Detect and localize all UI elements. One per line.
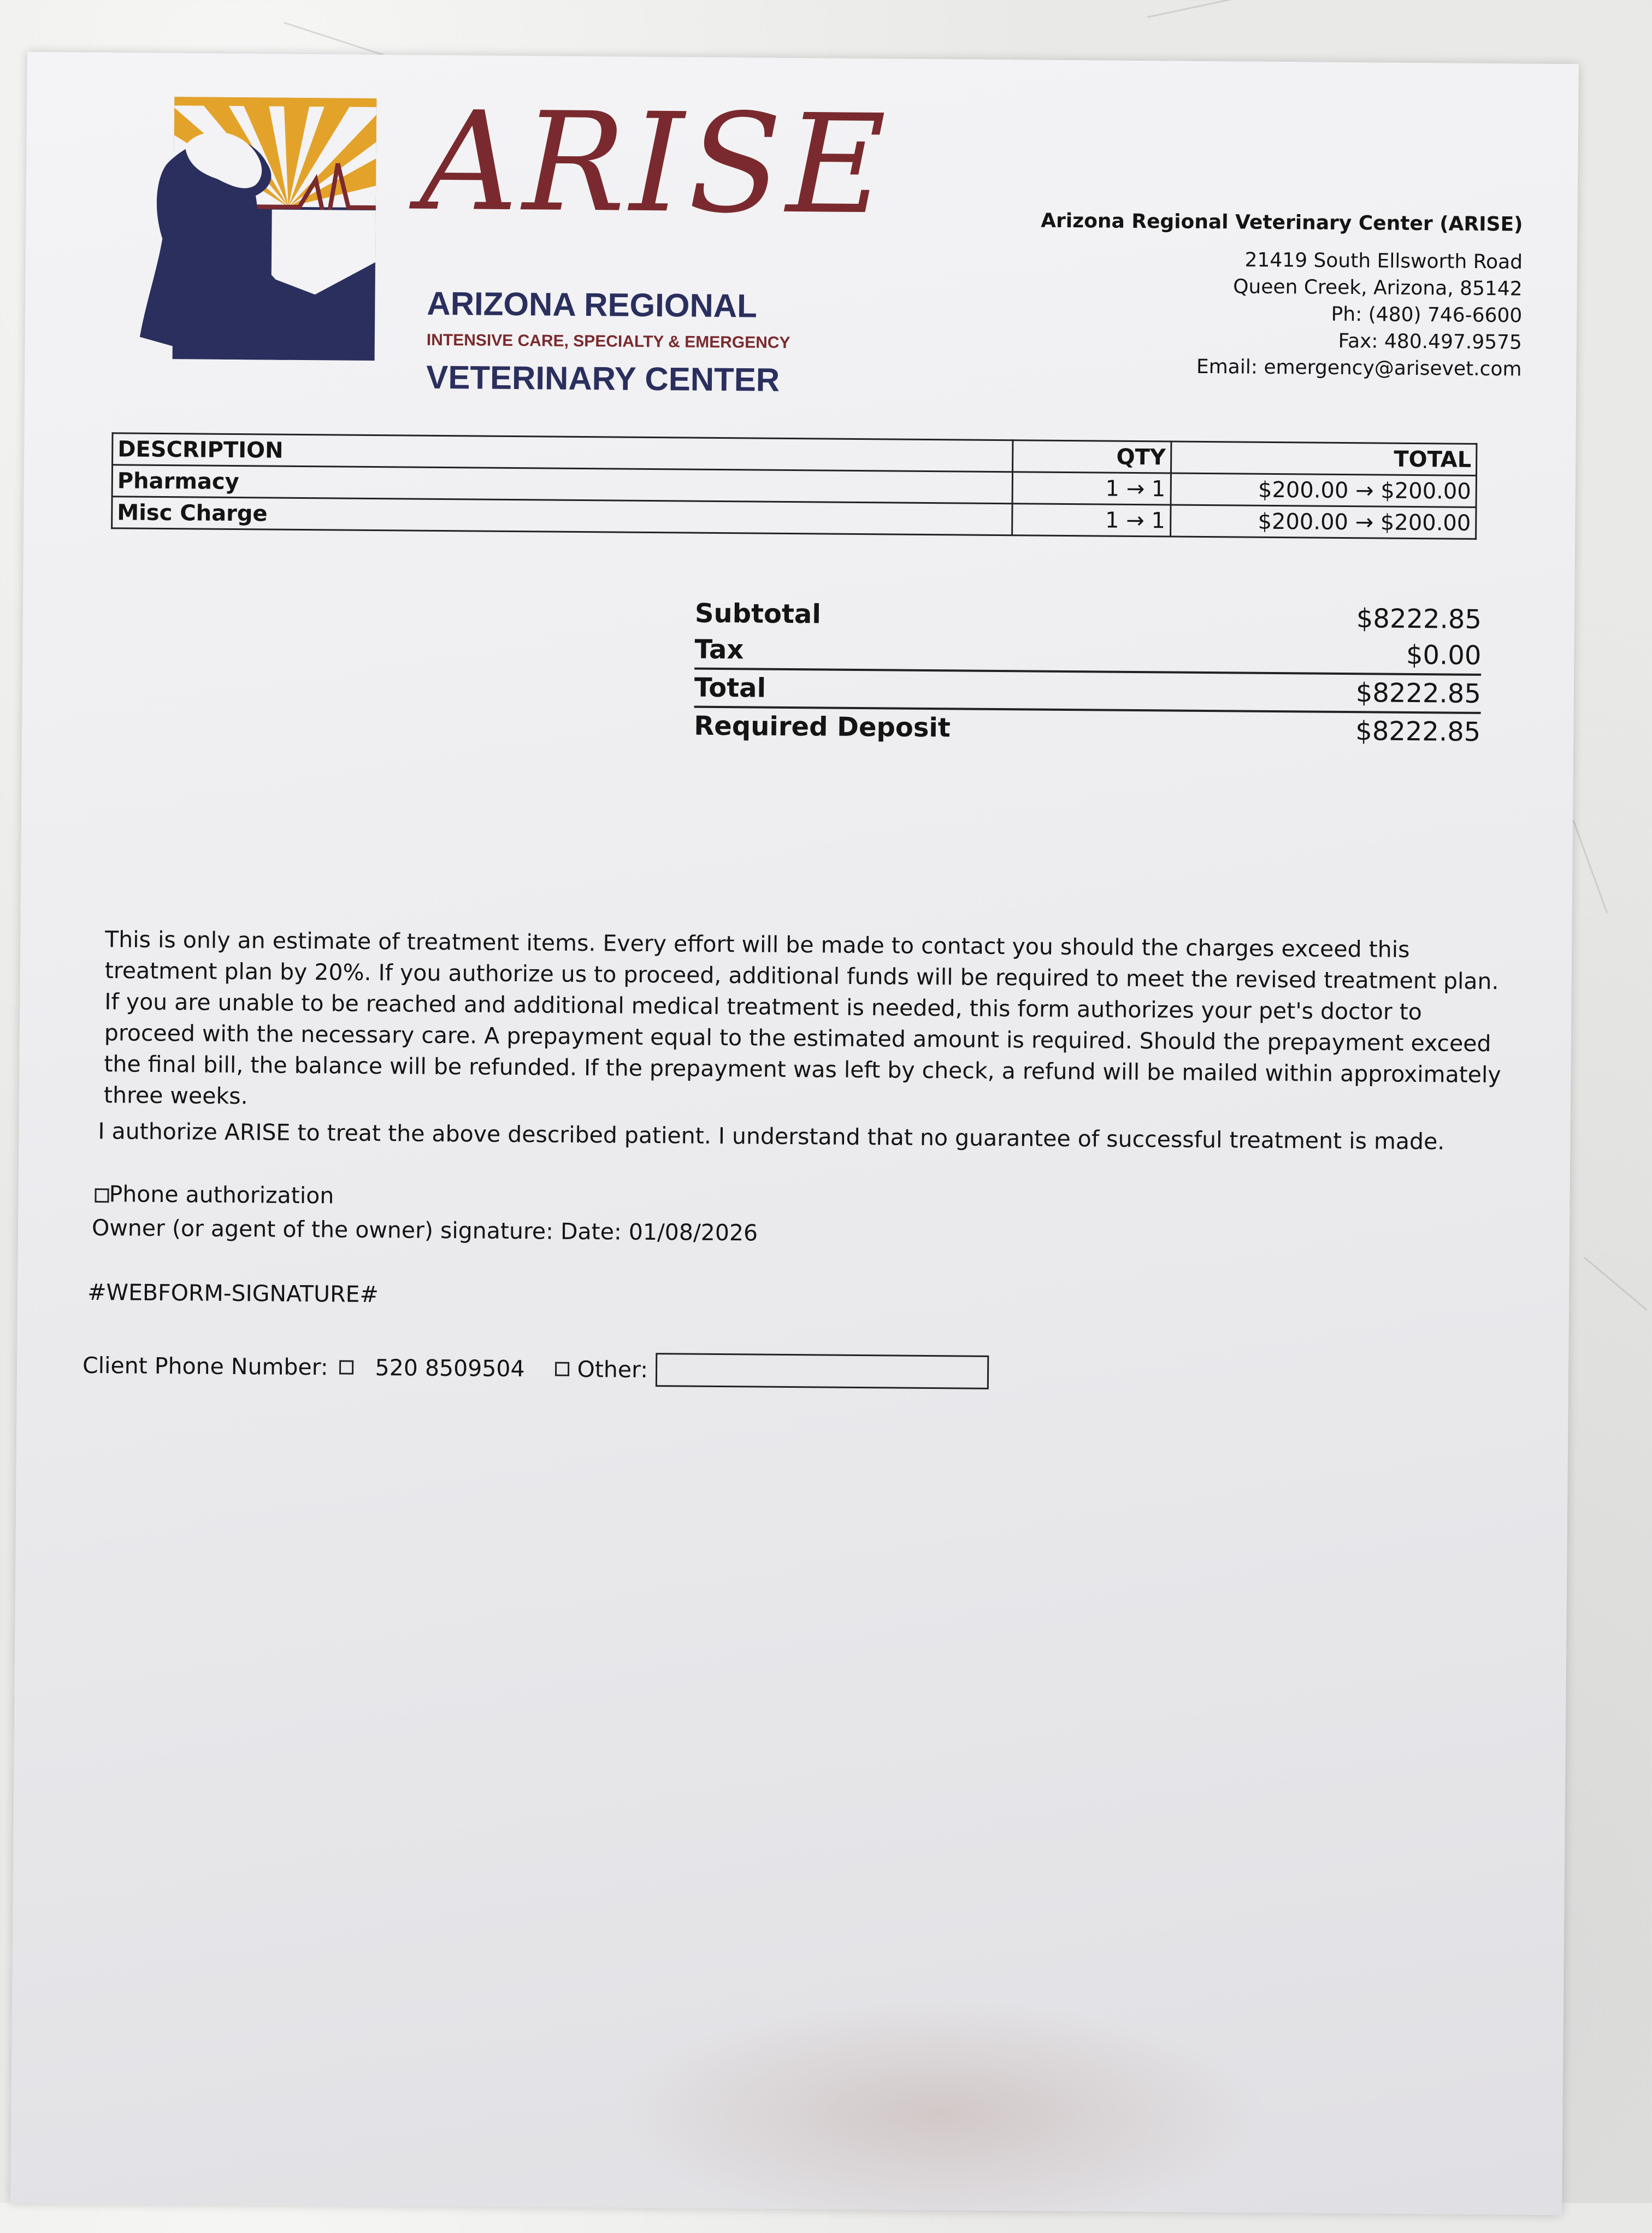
estimate-terms-paragraph: This is only an estimate of treatment items. Every effort will be made to contact you should the charges exceed this treatment plan by 20%. If you authorize us to proceed, additional funds will be required to meet the revised treatment plan. If you are unable to be reached and additional medical treatment is needed, this form authorizes your pet's doctor to proceed with the necessary care. A prepayment equal to the estimated amount is required. Should the prepayment exceed the final bill, the balance will be refunded. If the prepayment was left by check, a refund will be mailed within approximately three weeks. [103, 926, 1501, 1110]
webform-signature-placeholder: #WEBFORM-SIGNATURE# [87, 1278, 379, 1308]
org-name: Arizona Regional Veterinary Center (ARISE) [1041, 209, 1523, 236]
tax-row [694, 632, 1481, 674]
phone-authorization-option[interactable] [95, 1181, 334, 1209]
deposit-value: $8222.85 [1355, 716, 1481, 747]
other-phone-field[interactable] [656, 1353, 989, 1389]
other-phone-label: Other: [577, 1356, 648, 1383]
subtotal-label: Subtotal [694, 598, 821, 630]
line-items-table [111, 432, 1477, 540]
logo-emblem-icon [134, 97, 420, 383]
deposit-row [694, 706, 1481, 750]
tax-value: $0.00 [1406, 639, 1482, 671]
phone-number: Ph: (480) 746-6600 [1331, 303, 1523, 327]
other-phone-checkbox[interactable] [555, 1362, 569, 1376]
address-block [1040, 208, 1523, 383]
total-value: $8222.85 [1355, 677, 1482, 709]
marble-vein [1573, 820, 1608, 913]
row-qty: 1 → 1 [1012, 472, 1171, 505]
email-address: Email: emergency@arisevet.com [1196, 355, 1522, 381]
deposit-label: Required Deposit [694, 710, 951, 744]
logo-line-2: INTENSIVE CARE, SPECIALTY & EMERGENCY [426, 331, 790, 352]
row-qty: 1 → 1 [1012, 504, 1170, 537]
column-header-total: TOTAL [1171, 441, 1477, 475]
row-total: $200.00 → $200.00 [1170, 505, 1476, 539]
street-address: 21419 South Ellsworth Road [1244, 249, 1523, 274]
row-description: Pharmacy [112, 465, 1012, 504]
logo-line-1: ARIZONA REGIONAL [427, 285, 758, 325]
logo-wordmark: ARISE [419, 81, 891, 245]
client-phone-checkbox[interactable] [339, 1360, 353, 1375]
client-phone-row [82, 1348, 989, 1389]
totals-summary [694, 596, 1482, 750]
fax-number: Fax: 480.497.9575 [1338, 329, 1523, 354]
tax-label: Tax [694, 634, 744, 665]
logo-line-3: VETERINARY CENTER [426, 358, 780, 398]
client-phone-number: 520 8509504 [375, 1354, 525, 1382]
marble-vein [1147, 0, 1329, 18]
owner-signature-line: Owner (or agent of the owner) signature: Date: 01/08/2026 [91, 1214, 758, 1246]
column-header-description: DESCRIPTION [113, 433, 1013, 472]
total-row [694, 668, 1482, 712]
phone-authorization-checkbox[interactable] [95, 1188, 109, 1203]
row-total: $200.00 → $200.00 [1171, 473, 1477, 507]
subtotal-row [695, 596, 1482, 638]
arise-logo [134, 81, 891, 398]
phone-authorization-label: Phone authorization [109, 1181, 334, 1209]
photo-shadow [611, 1996, 1268, 2231]
client-phone-label: Client Phone Number: [82, 1352, 328, 1381]
subtotal-value: $8222.85 [1356, 603, 1482, 635]
marble-vein [1584, 1257, 1648, 1311]
total-label: Total [694, 672, 766, 704]
city-address: Queen Creek, Arizona, 85142 [1232, 275, 1523, 301]
row-description: Misc Charge [112, 497, 1012, 535]
estimate-document [10, 52, 1579, 2215]
column-header-qty: QTY [1012, 440, 1171, 473]
authorization-statement: I authorize ARISE to treat the above described patient. I understand that no guarantee of successful treatment is made. [98, 1118, 1445, 1155]
